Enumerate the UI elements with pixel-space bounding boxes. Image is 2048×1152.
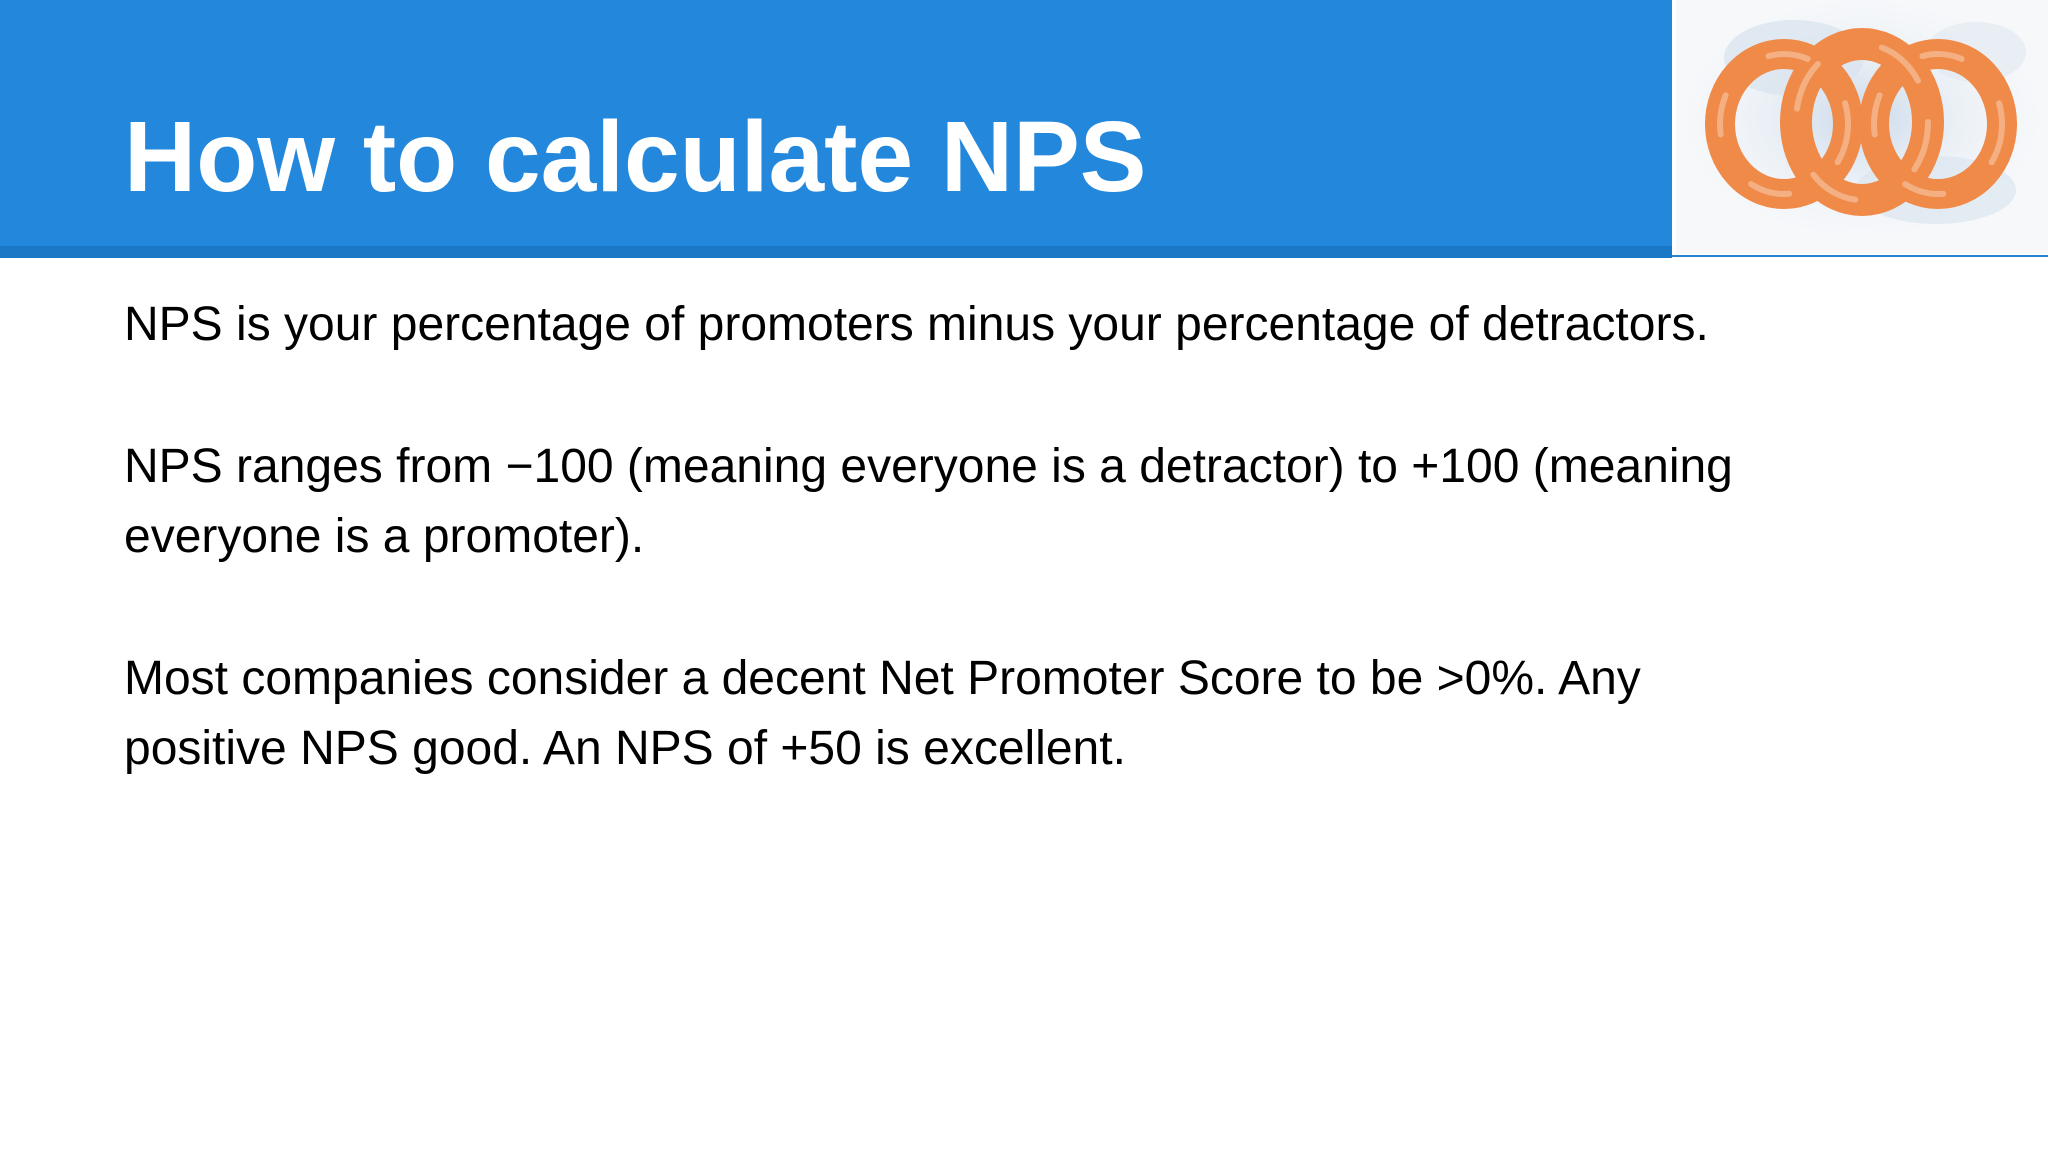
paragraph-line: positive NPS good. An NPS of +50 is excellent. [124, 722, 1126, 775]
paragraph-line: NPS ranges from −100 (meaning everyone is a detractor) to +100 (meaning [124, 440, 1733, 493]
logo-panel [1676, 0, 2048, 254]
paragraph-nps-benchmarks [124, 644, 1964, 784]
slide-body [124, 290, 1964, 856]
paragraph-line: NPS is your percentage of promoters minus your percentage of detractors. [124, 298, 1709, 351]
paragraph-line: Most companies consider a decent Net Promoter Score to be >0%. Any [124, 652, 1641, 705]
paragraph-nps-definition [124, 290, 1964, 360]
title-banner-shadow [0, 246, 1672, 258]
paragraph-nps-range [124, 432, 1964, 572]
paragraph-line: everyone is a promoter). [124, 510, 645, 563]
header-divider [1672, 255, 2048, 257]
interlocking-rings-logo-icon [1676, 0, 2048, 254]
slide-title: How to calculate NPS [124, 101, 1147, 213]
